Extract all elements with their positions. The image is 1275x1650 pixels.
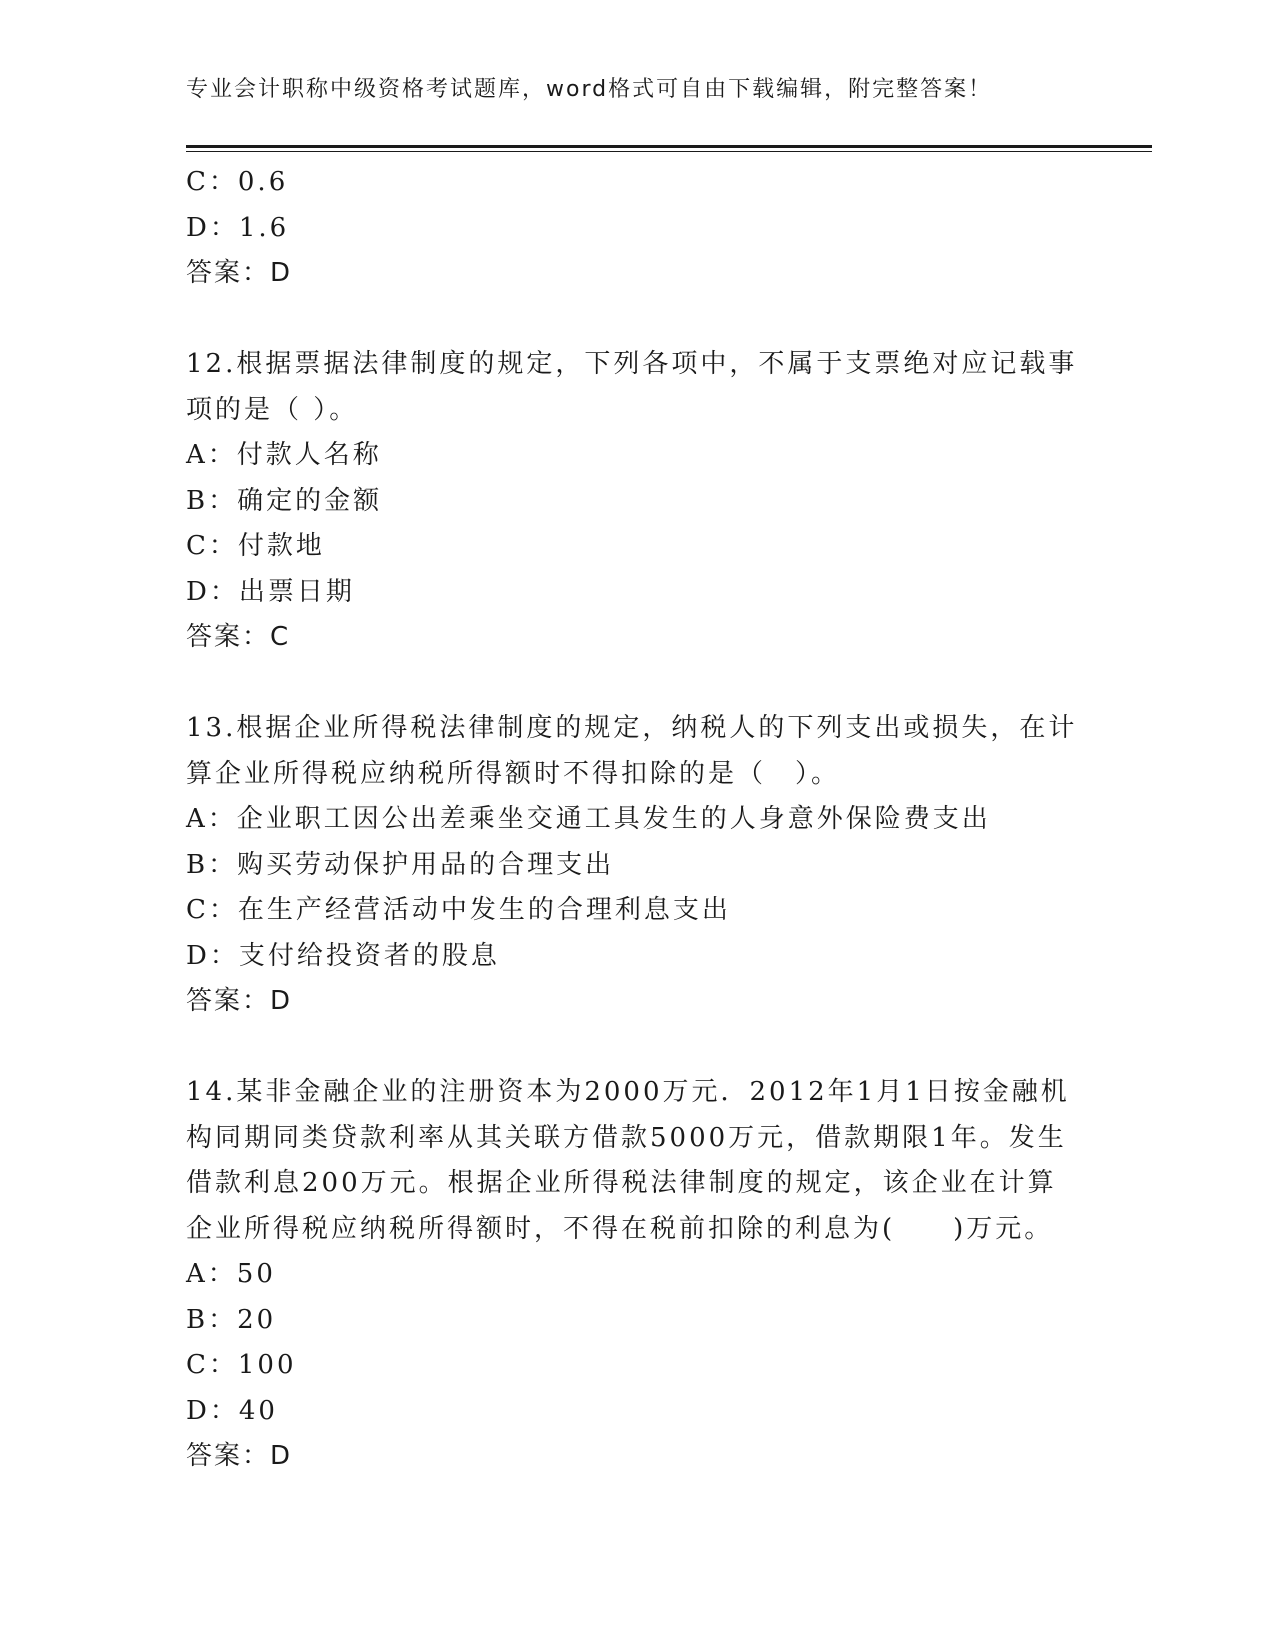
option-b: B：20: [186, 1304, 277, 1335]
answer-line: 答案：C: [186, 622, 291, 652]
header-rule-thin: [186, 151, 1152, 152]
spacer: [186, 661, 1086, 707]
question-stem-line: 借款利息200万元。根据企业所得税法律制度的规定，该企业在计算: [186, 1168, 1057, 1198]
option-c: C：100: [186, 1350, 297, 1380]
question-stem-line: 企业所得税应纳税所得额时，不得在税前扣除的利息为( )万元。: [186, 1213, 1054, 1244]
option-c: C：0.6: [186, 167, 289, 197]
option-c: C：付款地: [186, 531, 325, 561]
question-stem-line: 13.根据企业所得税法律制度的规定，纳税人的下列支出或损失，在计: [186, 713, 1078, 743]
question-stem-line: 构同期同类贷款利率从其关联方借款5000万元，借款期限1年。发生: [186, 1122, 1067, 1153]
question-stem-line: 算企业所得税应纳税所得额时不得扣除的是（ ）。: [186, 758, 841, 789]
answer-line: 答案：D: [186, 258, 293, 288]
question-stem-line: 14.某非金融企业的注册资本为2000万元．2012年1月1日按金融机: [186, 1077, 1070, 1107]
option-b: B：确定的金额: [186, 485, 383, 516]
spacer: [186, 1025, 1086, 1071]
option-a: A：付款人名称: [186, 440, 382, 470]
prev-question: [186, 160, 1086, 297]
answer-line: 答案：D: [186, 986, 293, 1016]
option-a: A：50: [186, 1259, 276, 1289]
option-b: B：购买劳动保护用品的合理支出: [186, 849, 615, 880]
question-12: [186, 342, 1086, 661]
option-d: D：40: [186, 1395, 278, 1426]
page-header: 专业会计职称中级资格考试题库，word格式可自由下载编辑，附完整答案！: [186, 77, 993, 102]
option-d: D：支付给投资者的股息: [186, 940, 500, 971]
question-13: [186, 706, 1086, 1025]
answer-line: 答案：D: [186, 1441, 293, 1471]
question-stem-line: 项的是（ ）。: [186, 394, 359, 425]
header-rule-thick: [186, 145, 1152, 148]
question-stem-line: 12.根据票据法律制度的规定，下列各项中，不属于支票绝对应记载事: [186, 349, 1078, 379]
question-14: [186, 1070, 1086, 1480]
option-d: D：出票日期: [186, 576, 355, 607]
option-a: A：企业职工因公出差乘坐交通工具发生的人身意外保险费支出: [186, 804, 991, 834]
option-c: C：在生产经营活动中发生的合理利息支出: [186, 895, 731, 925]
spacer: [186, 297, 1086, 343]
question-content: [186, 160, 1086, 1480]
option-d: D：1.6: [186, 212, 290, 243]
